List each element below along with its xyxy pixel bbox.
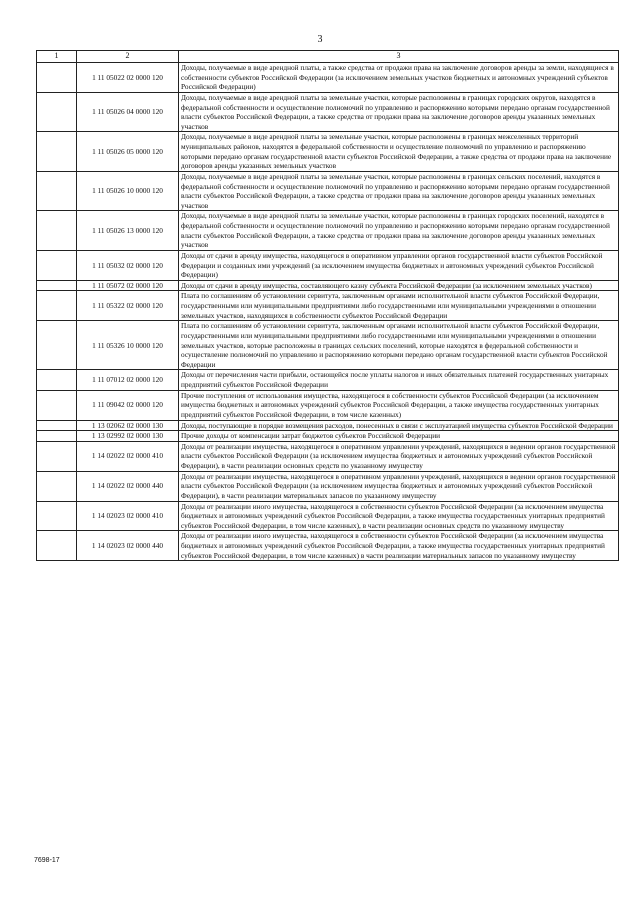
- revenue-description-cell: Прочие доходы от компенсации затрат бюджетов субъектов Российской Федерации: [179, 431, 619, 442]
- revenue-description-cell: Доходы от реализации иного имущества, находящегося в собственности субъектов Российской Федерации (за исключением имущества бюджетных и автономных учреждений субъектов Российской Федерации, а также имущества государственных унитарных предприятий субъектов Российской Федерации, в том числе казенных) в части реализации материальных запасов по указанному имуществу: [179, 531, 619, 561]
- table-row: [37, 171, 619, 211]
- revenue-description-cell: Доходы, получаемые в виде арендной платы, а также средства от продажи права на заключение договоров аренды за земли, находящиеся в собственности субъектов Российской Федерации (за исключением земельных участков бюджетных и автономных учреждений субъектов Российской Федерации): [179, 63, 619, 93]
- revenue-description-cell: Доходы, поступающие в порядке возмещения расходов, понесенных в связи с эксплуатацией имущества субъектов Российской Федерации: [179, 420, 619, 431]
- revenue-description-cell: Доходы, получаемые в виде арендной платы за земельные участки, которые расположены в границах городских поселений, находятся в федеральной собственности и осуществление полномочий по управлению и распоряжению которыми передано органам государственной власти субъектов Российской Федерации, а также средства от продажи права на заключение договоров аренды указанных земельных участков: [179, 211, 619, 251]
- revenue-description-cell: Доходы от сдачи в аренду имущества, составляющего казну субъекта Российской Федерации (за исключением земельных участков): [179, 280, 619, 291]
- row-col1-cell: [37, 291, 77, 321]
- revenue-description-cell: Доходы от перечисления части прибыли, остающейся после уплаты налогов и иных обязательных платежей государственных унитарных предприятий субъектов Российской Федерации: [179, 370, 619, 390]
- document-code: 7698-17: [34, 857, 60, 864]
- budget-code-cell: 1 11 05072 02 0000 120: [77, 280, 179, 291]
- table-row: [37, 531, 619, 561]
- budget-code-cell: 1 11 09042 02 0000 120: [77, 390, 179, 420]
- row-col1-cell: [37, 211, 77, 251]
- revenue-description-cell: Плата по соглашениям об установлении сервитута, заключенным органами исполнительной власти субъектов Российской Федерации, государственными или муниципальными предприятиями либо государственными или муниципальными учреждениями в отношении земельных участков, находящихся в собственности субъектов Российской Федерации: [179, 291, 619, 321]
- row-col1-cell: [37, 390, 77, 420]
- revenue-description-cell: Доходы, получаемые в виде арендной платы за земельные участки, которые расположены в границах городских округов, находятся в федеральной собственности и осуществление полномочий по управлению и распоряжению которыми передано органам государственной власти субъектов Российской Федерации, а также средства от продажи права на заключение договоров аренды указанных земельных участков: [179, 92, 619, 132]
- row-col1-cell: [37, 431, 77, 442]
- table-row: [37, 390, 619, 420]
- row-col1-cell: [37, 280, 77, 291]
- table-row: [37, 291, 619, 321]
- row-col1-cell: [37, 370, 77, 390]
- table-row: [37, 63, 619, 93]
- budget-code-cell: 1 14 02023 02 0000 440: [77, 531, 179, 561]
- row-col1-cell: [37, 92, 77, 132]
- row-col1-cell: [37, 471, 77, 501]
- budget-code-cell: 1 13 02062 02 0000 130: [77, 420, 179, 431]
- table-row: [37, 92, 619, 132]
- revenue-description-cell: Доходы от сдачи в аренду имущества, находящегося в оперативном управлении органов государственной власти субъектов Российской Федерации и созданных ими учреждений (за исключением имущества бюджетных и автономных учреждений субъектов Российской Федерации): [179, 250, 619, 280]
- budget-code-cell: 1 11 05026 13 0000 120: [77, 211, 179, 251]
- budget-code-cell: 1 11 05322 02 0000 120: [77, 291, 179, 321]
- table-row: [37, 441, 619, 471]
- revenue-description-cell: Плата по соглашениям об установлении сервитута, заключенным органами исполнительной власти субъектов Российской Федерации, государственными или муниципальными предприятиями либо государственными или муниципальными учреждениями в отношении земельных участков, которые расположены в границах сельских поселений, которые находятся в федеральной собственности и осуществление полномочий по управлению и распоряжению которыми передано органам государственной власти субъектов Российской Федерации: [179, 321, 619, 370]
- budget-code-cell: 1 11 05022 02 0000 120: [77, 63, 179, 93]
- row-col1-cell: [37, 531, 77, 561]
- row-col1-cell: [37, 441, 77, 471]
- revenue-description-cell: Доходы, получаемые в виде арендной платы за земельные участки, которые расположены в границах сельских поселений, находятся в федеральной собственности и осуществление полномочий по управлению и распоряжению которыми передано органам государственной власти субъектов Российской Федерации, а также средства от продажи права на заключение договоров аренды указанных земельных участков: [179, 171, 619, 211]
- table-row: [37, 211, 619, 251]
- table-row: [37, 501, 619, 531]
- row-col1-cell: [37, 63, 77, 93]
- table-row: [37, 471, 619, 501]
- row-col1-cell: [37, 420, 77, 431]
- row-col1-cell: [37, 501, 77, 531]
- row-col1-cell: [37, 132, 77, 172]
- table-row: [37, 250, 619, 280]
- revenue-description-cell: Доходы от реализации иного имущества, находящегося в собственности субъектов Российской Федерации (за исключением имущества бюджетных и автономных учреждений субъектов Российской Федерации, а также имущества государственных унитарных предприятий субъектов Российской Федерации, в том числе казенных), в части реализации основных средств по указанному имуществу: [179, 501, 619, 531]
- budget-code-cell: 1 11 07012 02 0000 120: [77, 370, 179, 390]
- row-col1-cell: [37, 171, 77, 211]
- budget-code-cell: 1 14 02022 02 0000 440: [77, 471, 179, 501]
- table-row: [37, 420, 619, 431]
- revenue-codes-table: [36, 50, 619, 561]
- revenue-description-cell: Доходы от реализации имущества, находящегося в оперативном управлении учреждений, находящихся в ведении органов государственной власти субъектов Российской Федерации (за исключением имущества бюджетных и автономных учреждений субъектов Российской Федерации), в части реализации материальных запасов по указанному имуществу: [179, 471, 619, 501]
- column-header-1: 1: [37, 51, 77, 63]
- budget-code-cell: 1 14 02023 02 0000 410: [77, 501, 179, 531]
- table-header-row: [37, 51, 619, 63]
- revenue-description-cell: Доходы, получаемые в виде арендной платы за земельные участки, которые расположены в границах межселенных территорий муниципальных районов, находятся в федеральной собственности и осуществление полномочий по управлению и распоряжению которыми передано органам государственной власти субъектов Российской Федерации, а также средства от продажи права на заключение договоров аренды указанных земельных участков: [179, 132, 619, 172]
- row-col1-cell: [37, 321, 77, 370]
- table-row: [37, 431, 619, 442]
- table-row: [37, 280, 619, 291]
- table-row: [37, 321, 619, 370]
- budget-code-cell: 1 11 05026 10 0000 120: [77, 171, 179, 211]
- budget-code-cell: 1 13 02992 02 0000 130: [77, 431, 179, 442]
- budget-code-cell: 1 11 05026 04 0000 120: [77, 92, 179, 132]
- revenue-description-cell: Доходы от реализации имущества, находящегося в оперативном управлении учреждений, находящихся в ведении органов государственной власти субъектов Российской Федерации (за исключением имущества бюджетных и автономных учреждений субъектов Российской Федерации), в части реализации основных средств по указанному имуществу: [179, 441, 619, 471]
- budget-code-cell: 1 14 02022 02 0000 410: [77, 441, 179, 471]
- budget-code-cell: 1 11 05032 02 0000 120: [77, 250, 179, 280]
- revenue-description-cell: Прочие поступления от использования имущества, находящегося в собственности субъектов Российской Федерации (за исключением имущества бюджетных и автономных учреждений субъектов Российской Федерации, а также имущества государственных унитарных предприятий субъектов Российской Федерации, в том числе казенных): [179, 390, 619, 420]
- column-header-3: 3: [179, 51, 619, 63]
- budget-code-cell: 1 11 05026 05 0000 120: [77, 132, 179, 172]
- table-body: [37, 63, 619, 561]
- table-row: [37, 132, 619, 172]
- budget-code-cell: 1 11 05326 10 0000 120: [77, 321, 179, 370]
- column-header-2: 2: [77, 51, 179, 63]
- table-row: [37, 370, 619, 390]
- page-number: 3: [317, 34, 323, 45]
- row-col1-cell: [37, 250, 77, 280]
